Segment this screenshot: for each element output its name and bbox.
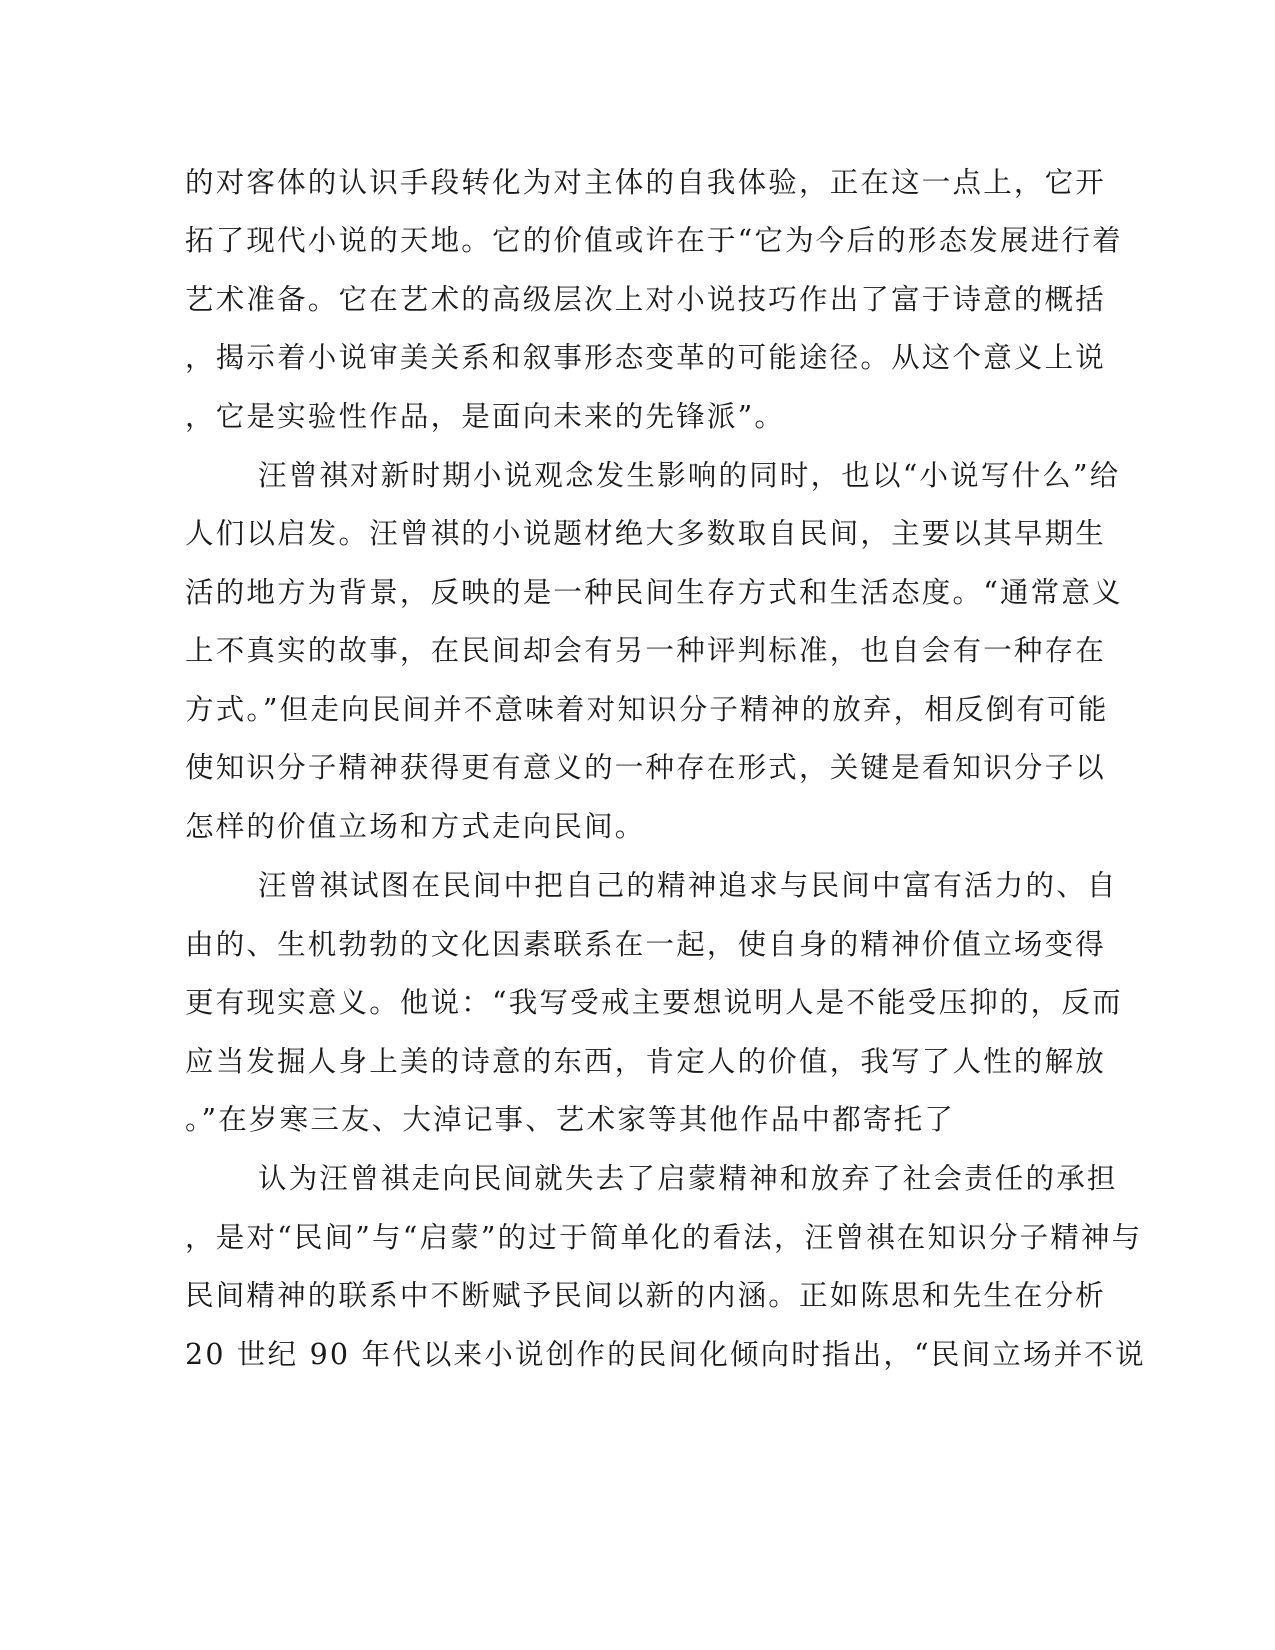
text-line: 活的地方为背景，反映的是一种民间生存方式和生活态度。“通常意义 [185, 576, 1123, 609]
text-line: ，它是实验性作品，是面向未来的先锋派”。 [185, 400, 786, 433]
text-line: ，是对“民间”与“启蒙”的过于简单化的看法，汪曾祺在知识分子精神与 [185, 1221, 1143, 1254]
text-line: 。”在岁寒三友、大淖记事、艺术家等其他作品中都寄托了 [185, 1103, 956, 1136]
text-line: 20 世纪 90 年代以来小说创作的民间化倾向时指出，“民间立场并不说 [185, 1338, 1146, 1371]
text-line: 更有现实意义。他说：“我写受戒主要想说明人是不能受压抑的，反而 [185, 986, 1123, 1019]
text-line: ，揭示着小说审美关系和叙事形态变革的可能途径。从这个意义上说 [185, 341, 1107, 374]
text-line: 汪曾祺对新时期小说观念发生影响的同时，也以“小说写什么”给 [258, 459, 1121, 492]
text-line: 使知识分子精神获得更有意义的一种存在形式，关键是看知识分子以 [185, 751, 1107, 784]
text-line: 人们以启发。汪曾祺的小说题材绝大多数取自民间，主要以其早期生 [185, 517, 1107, 550]
text-line: 的对客体的认识手段转化为对主体的自我体验，正在这一点上，它开 [185, 166, 1107, 199]
text-line: 拓了现代小说的天地。它的价值或许在于“它为今后的形态发展进行着 [185, 224, 1123, 257]
text-line: 民间精神的联系中不断赋予民间以新的内涵。正如陈思和先生在分析 [185, 1279, 1107, 1312]
text-line: 认为汪曾祺走向民间就失去了启蒙精神和放弃了社会责任的承担 [258, 1162, 1118, 1195]
text-line: 艺术准备。它在艺术的高级层次上对小说技巧作出了富于诗意的概括 [185, 283, 1107, 316]
text-line: 上不真实的故事，在民间却会有另一种评判标准，也自会有一种存在 [185, 634, 1107, 667]
text-line: 怎样的价值立场和方式走向民间。 [185, 810, 646, 843]
text-line: 汪曾祺试图在民间中把自己的精神追求与民间中富有活力的、自 [258, 869, 1118, 902]
text-line: 方式。”但走向民间并不意味着对知识分子精神的放弃，相反倒有可能 [185, 693, 1109, 726]
text-line: 应当发掘人身上美的诗意的东西，肯定人的价值，我写了人性的解放 [185, 1045, 1107, 1078]
text-line: 由的、生机勃勃的文化因素联系在一起，使自身的精神价值立场变得 [185, 928, 1107, 961]
